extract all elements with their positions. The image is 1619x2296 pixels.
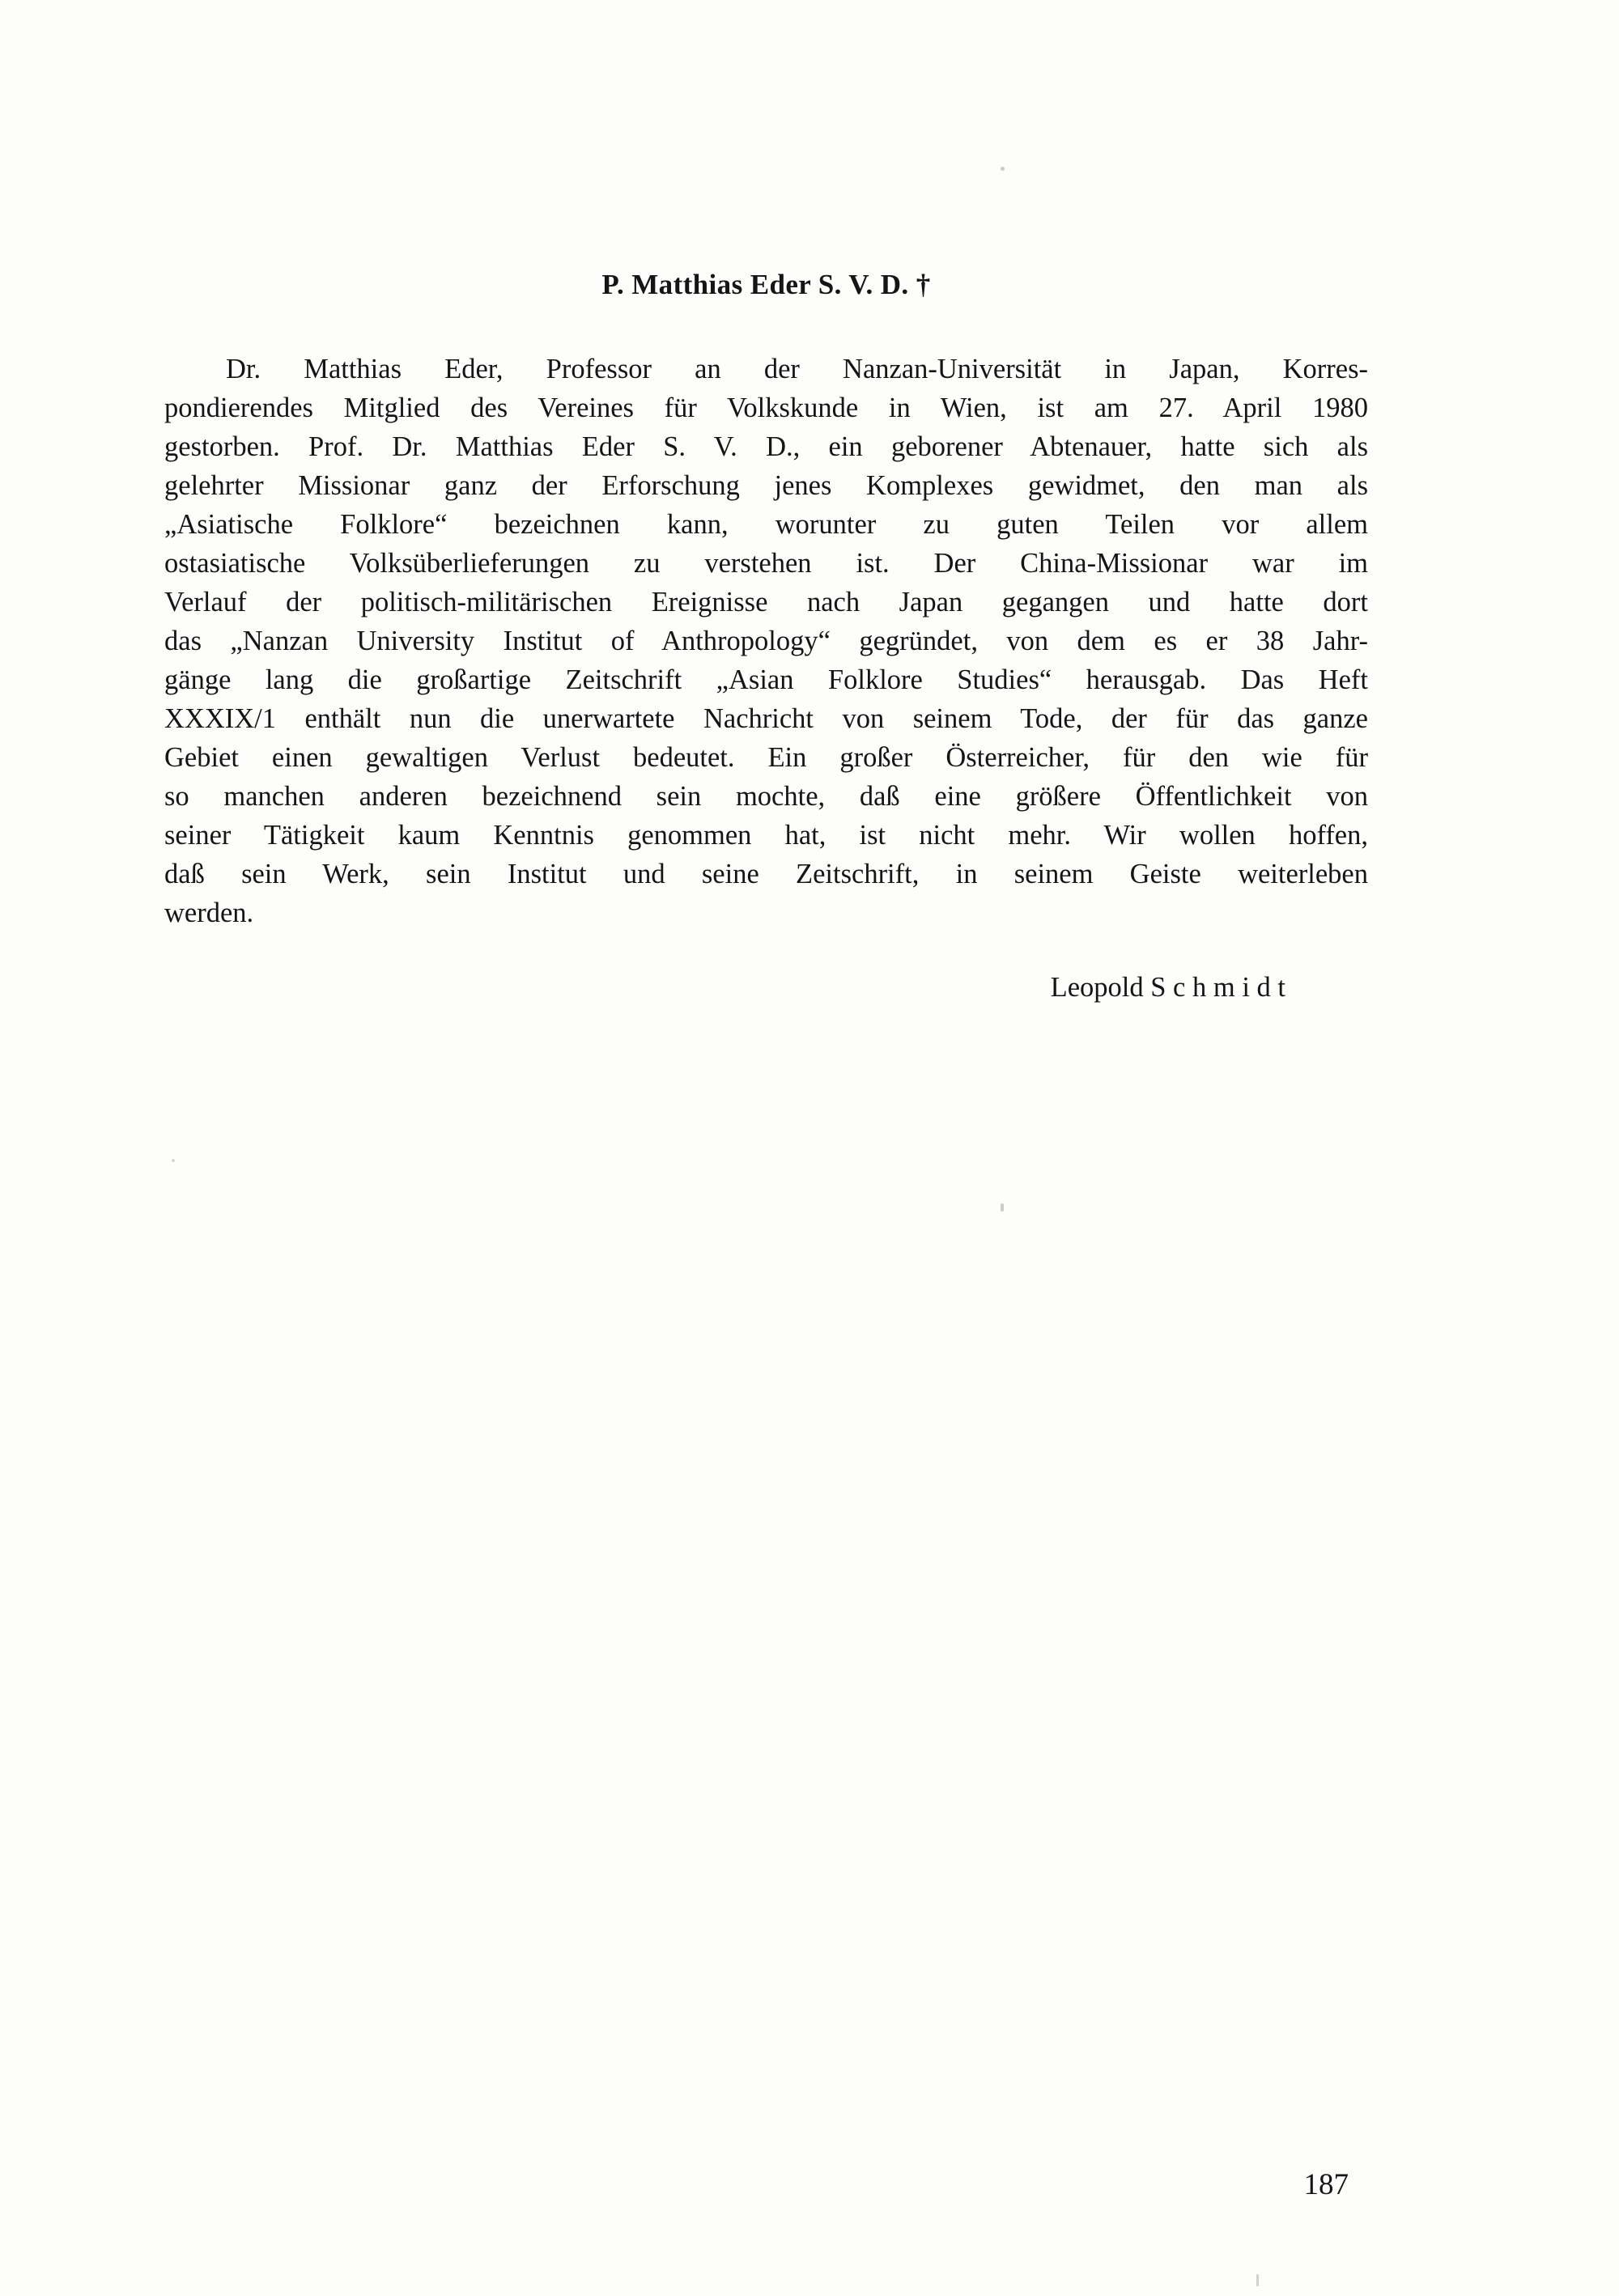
body-line: Dr. Matthias Eder, Professor an der Nanzan-Universität in Japan, Korres- — [226, 354, 1368, 384]
scan-artifact — [1001, 167, 1005, 171]
body-line: gelehrter Missionar ganz der Erforschung jenes Komplexes gewidmet, den man als — [164, 470, 1368, 501]
body-line: ostasiatische Volksüberlieferungen zu verstehen ist. Der China-Missionar war im — [164, 548, 1368, 579]
text-block — [164, 267, 1368, 1007]
author-signature: Leopold S c h m i d t — [1050, 972, 1285, 1003]
scan-artifact — [172, 1159, 175, 1162]
body-line: pondierendes Mitglied des Vereines für Volkskunde in Wien, ist am 27. April 1980 — [164, 393, 1368, 423]
body-line: Gebiet einen gewaltigen Verlust bedeutet. Ein großer Österreicher, für den wie für — [164, 742, 1368, 773]
body-line: das „Nanzan University Institut of Anthropology“ gegründet, von dem es er 38 Jahr- — [164, 626, 1368, 656]
scan-artifact — [1001, 1203, 1004, 1212]
body-line: daß sein Werk, sein Institut und seine Zeitschrift, in seinem Geiste weiterleben — [164, 859, 1368, 889]
body-line: seiner Tätigkeit kaum Kenntnis genommen hat, ist nicht mehr. Wir wollen hoffen, — [164, 820, 1368, 851]
body-line: werden. — [164, 898, 254, 928]
body-line: XXXIX/1 enthält nun die unerwartete Nachricht von seinem Tode, der für das ganze — [164, 703, 1368, 734]
body-line: Verlauf der politisch-militärischen Ereignisse nach Japan gegangen und hatte dort — [164, 587, 1368, 618]
body-line: so manchen anderen bezeichnend sein mochte, daß eine größere Öffentlichkeit von — [164, 781, 1368, 812]
body-line: „Asiatische Folklore“ bezeichnen kann, worunter zu guten Teilen vor allem — [164, 509, 1368, 540]
obituary-body — [164, 350, 1368, 932]
page-number: 187 — [1303, 2168, 1349, 2201]
scan-artifact — [1256, 2274, 1259, 2286]
body-line: gänge lang die großartige Zeitschrift „Asian Folklore Studies“ herausgab. Das Heft — [164, 664, 1368, 695]
body-line: gestorben. Prof. Dr. Matthias Eder S. V. D., ein geborener Abtenauer, hatte sich als — [164, 431, 1368, 462]
obituary-title: P. Matthias Eder S. V. D. † — [601, 269, 931, 300]
